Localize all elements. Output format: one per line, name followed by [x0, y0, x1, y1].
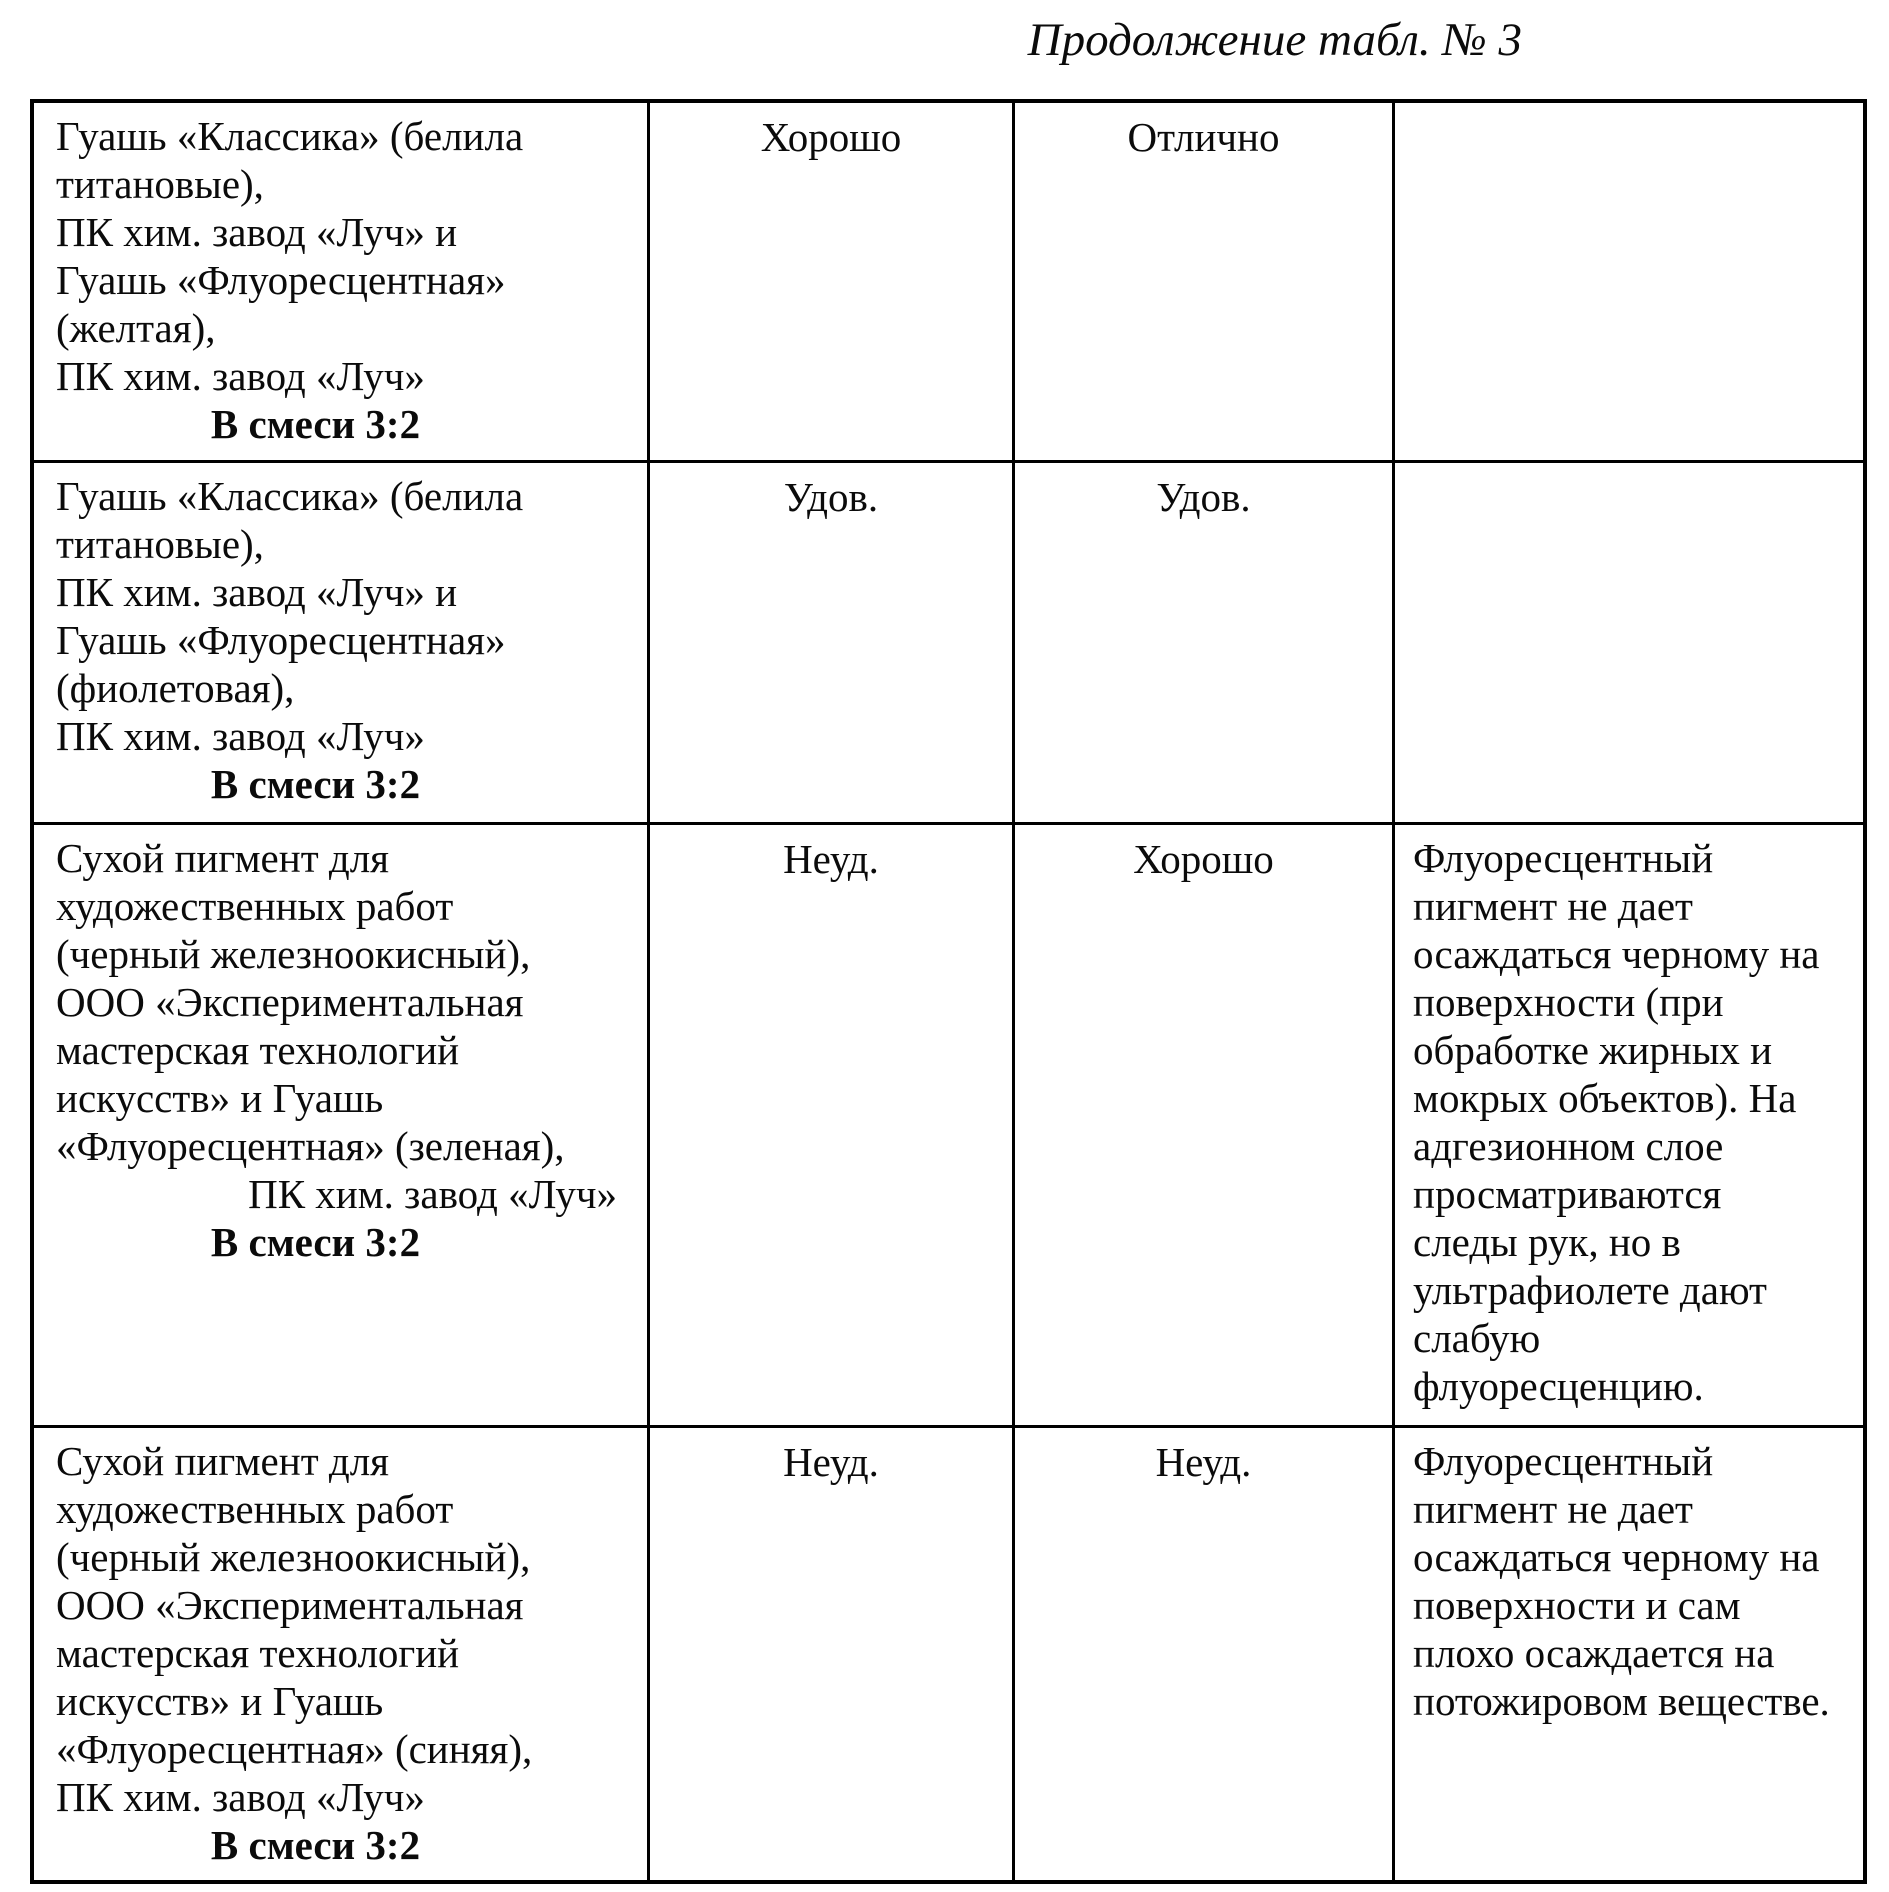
substance-line: Гуашь «Классика» (белила	[56, 473, 524, 519]
substance-line: ПК хим. завод «Луч» и	[56, 209, 458, 255]
note-line: слабую	[1413, 1315, 1541, 1361]
results-table	[30, 99, 1867, 1884]
note-line: Флуоресцентный	[1413, 835, 1714, 881]
substance-line: «Флуоресцентная» (зеленая),	[56, 1123, 565, 1169]
rating-cell: Отлично	[1015, 103, 1395, 463]
note-line: следы рук, но в	[1413, 1219, 1681, 1265]
substance-text	[56, 834, 629, 1218]
rating-cell: Удов.	[1015, 463, 1395, 825]
mix-ratio-label: В смеси 3:2	[210, 1219, 421, 1265]
note-line: адгезионном слое	[1413, 1123, 1724, 1169]
rating-cell: Неуд.	[1015, 1428, 1395, 1880]
note-line: ультрафиолете дают	[1413, 1267, 1767, 1313]
substance-cell	[34, 1428, 650, 1880]
substance-line: ООО «Экспериментальная	[56, 979, 524, 1025]
substance-line: мастерская технологий	[56, 1630, 460, 1676]
note-line: потожировом веществе.	[1413, 1678, 1830, 1724]
rating-cell: Хорошо	[1015, 825, 1395, 1428]
note-cell	[1395, 825, 1863, 1428]
note-line: флуоресценцию.	[1413, 1363, 1704, 1409]
substance-line: художественных работ	[56, 1486, 454, 1532]
note-line: плохо осаждается на	[1413, 1630, 1775, 1676]
mix-ratio-label: В смеси 3:2	[210, 761, 421, 807]
substance-line: ПК хим. завод «Луч» и	[56, 569, 458, 615]
substance-line: (фиолетовая),	[56, 665, 295, 711]
substance-line: Гуашь «Классика» (белила	[56, 113, 524, 159]
substance-line: художественных работ	[56, 883, 454, 929]
substance-line: мастерская технологий	[56, 1027, 460, 1073]
substance-line: титановые),	[56, 521, 264, 567]
note-line: обработке жирных и	[1413, 1027, 1773, 1073]
mix-ratio-label: В смеси 3:2	[210, 401, 421, 447]
substance-line: титановые),	[56, 161, 264, 207]
page-title: Продолжение табл. № 3	[1027, 14, 1522, 66]
note-line: осаждаться черному на	[1413, 1534, 1820, 1580]
substance-cell	[34, 825, 650, 1428]
note-line: пигмент не дает	[1413, 1486, 1693, 1532]
rating-cell: Неуд.	[650, 825, 1015, 1428]
note-line: поверхности (при	[1413, 979, 1724, 1025]
rating-cell: Хорошо	[650, 103, 1015, 463]
substance-line: Сухой пигмент для	[56, 835, 390, 881]
substance-line: (черный железноокисный),	[56, 931, 531, 977]
substance-line: ПК хим. завод «Луч»	[56, 353, 425, 399]
note-line: поверхности и сам	[1413, 1582, 1741, 1628]
rating-cell: Неуд.	[650, 1428, 1015, 1880]
substance-text	[56, 1437, 629, 1821]
substance-line: искусств» и Гуашь	[56, 1678, 384, 1724]
substance-line: Гуашь «Флуоресцентная»	[56, 257, 506, 303]
note-cell	[1395, 103, 1863, 463]
note-cell	[1395, 1428, 1863, 1880]
substance-line: (желтая),	[56, 305, 216, 351]
substance-line: «Флуоресцентная» (синяя),	[56, 1726, 533, 1772]
note-line: просматриваются	[1413, 1171, 1722, 1217]
note-cell	[1395, 463, 1863, 825]
substance-cell	[34, 103, 650, 463]
substance-text	[56, 112, 629, 400]
substance-line: ПК хим. завод «Луч»	[56, 1774, 425, 1820]
substance-line: искусств» и Гуашь	[56, 1075, 384, 1121]
substance-cell	[34, 463, 650, 825]
note-line: Флуоресцентный	[1413, 1438, 1714, 1484]
substance-line: ООО «Экспериментальная	[56, 1582, 524, 1628]
note-line: осаждаться черному на	[1413, 931, 1820, 977]
substance-line: Сухой пигмент для	[56, 1438, 390, 1484]
substance-line: ПК хим. завод «Луч»	[56, 713, 425, 759]
note-line: мокрых объектов). На	[1413, 1075, 1797, 1121]
rating-cell: Удов.	[650, 463, 1015, 825]
mix-ratio-label: В смеси 3:2	[210, 1822, 421, 1868]
substance-line: ПК хим. завод «Луч»	[248, 1171, 617, 1217]
substance-line: Гуашь «Флуоресцентная»	[56, 617, 506, 663]
note-line: пигмент не дает	[1413, 883, 1693, 929]
substance-line: (черный железноокисный),	[56, 1534, 531, 1580]
substance-text	[56, 472, 629, 760]
